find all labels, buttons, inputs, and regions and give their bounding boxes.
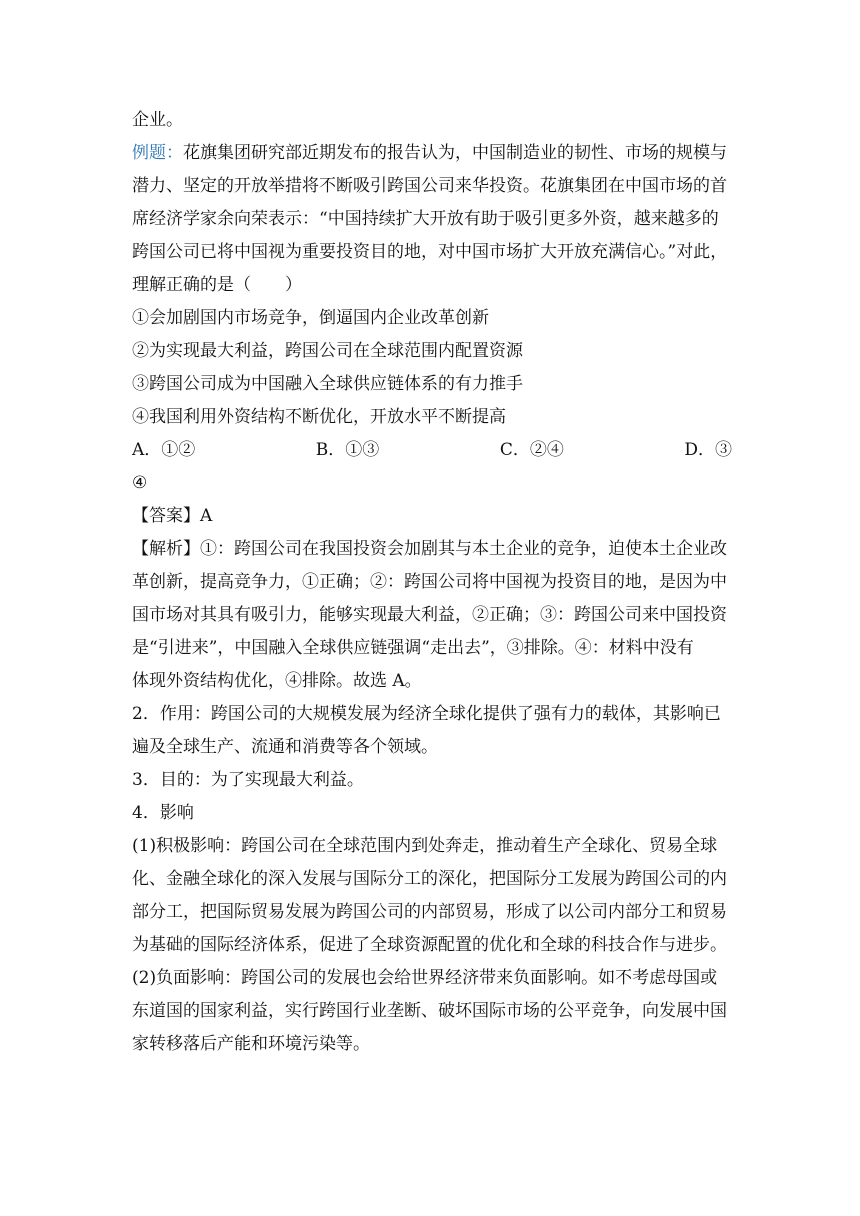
- option-b: B．①③: [315, 440, 380, 460]
- example-stem-line-1: [132, 137, 732, 170]
- example-stem-line-2: 潜力、坚定的开放举措将不断吸引跨国公司来华投资。花旗集团在中国市场的首: [132, 176, 727, 196]
- example-stem-line-5: 理解正确的是（ ）: [132, 275, 302, 295]
- intro-tail-line: 企业。: [132, 110, 183, 130]
- positive-impact-line-2: 化、金融全球化的深入发展与国际分工的深化，把国际分工发展为跨国公司的内: [132, 869, 727, 889]
- example-stem-text-1: 花旗集团研究部近期发布的报告认为，中国制造业的韧性、市场的规模与: [183, 143, 727, 163]
- purpose-line: 3．目的：为了实现最大利益。: [132, 770, 364, 790]
- option-d-wrap: ④: [132, 473, 148, 493]
- negative-impact-line-2: 东道国的国家利益，实行跨国行业垄断、破坏国际市场的公平竞争，向发展中国: [132, 1001, 727, 1021]
- option-d: D．③: [684, 440, 732, 460]
- example-stem-line-4: 跨国公司已将中国视为重要投资目的地，对中国市场扩大开放充满信心。”对此，: [132, 242, 728, 262]
- analysis-line-4: 是“引进来”，中国融入全球供应链强调“走出去”，③排除。④：材料中没有: [132, 638, 694, 658]
- answer-line: 【答案】A: [132, 506, 213, 526]
- analysis-line-1: 【解析】①：跨国公司在我国投资会加剧其与本土企业的竞争，迫使本土企业改: [132, 539, 727, 559]
- example-stem-line-3: 席经济学家余向荣表示：“中国持续扩大开放有助于吸引更多外资，越来越多的: [132, 209, 719, 229]
- statement-1: ①会加剧国内市场竞争，倒逼国内企业改革创新: [132, 308, 489, 328]
- negative-impact-line-1: (2)负面影响：跨国公司的发展也会给世界经济带来负面影响。如不考虑母国或: [132, 968, 718, 988]
- option-c: C．②④: [499, 440, 564, 460]
- analysis-line-2: 革创新，提高竞争力，①正确；②：跨国公司将中国视为投资目的地，是因为中: [132, 572, 727, 592]
- answer-options: [132, 434, 732, 467]
- role-line-2: 遍及全球生产、流通和消费等各个领域。: [132, 737, 438, 757]
- option-a: A．①②: [132, 440, 196, 460]
- statement-3: ③跨国公司成为中国融入全球供应链体系的有力推手: [132, 374, 523, 394]
- analysis-line-3: 国市场对其具有吸引力，能够实现最大利益，②正确；③：跨国公司来中国投资: [132, 605, 727, 625]
- analysis-line-5: 体现外资结构优化，④排除。故选 A。: [132, 671, 422, 691]
- positive-impact-line-3: 部分工，把国际贸易发展为跨国公司的内部贸易，形成了以公司内部分工和贸易: [132, 902, 727, 922]
- positive-impact-line-4: 为基础的国际经济体系，促进了全球资源配置的优化和全球的科技合作与进步。: [132, 935, 727, 955]
- role-line-1: 2．作用：跨国公司的大规模发展为经济全球化提供了强有力的载体，其影响已: [132, 704, 721, 724]
- statement-4: ④我国利用外资结构不断优化，开放水平不断提高: [132, 407, 506, 427]
- example-label: 例题：: [132, 143, 183, 163]
- document-page: [132, 104, 732, 1061]
- impact-heading: 4．影响: [132, 803, 194, 823]
- statement-2: ②为实现最大利益，跨国公司在全球范围内配置资源: [132, 341, 523, 361]
- positive-impact-line-1: (1)积极影响：跨国公司在全球范围内到处奔走，推动着生产全球化、贸易全球: [132, 836, 718, 856]
- negative-impact-line-3: 家转移落后产能和环境污染等。: [132, 1034, 370, 1054]
